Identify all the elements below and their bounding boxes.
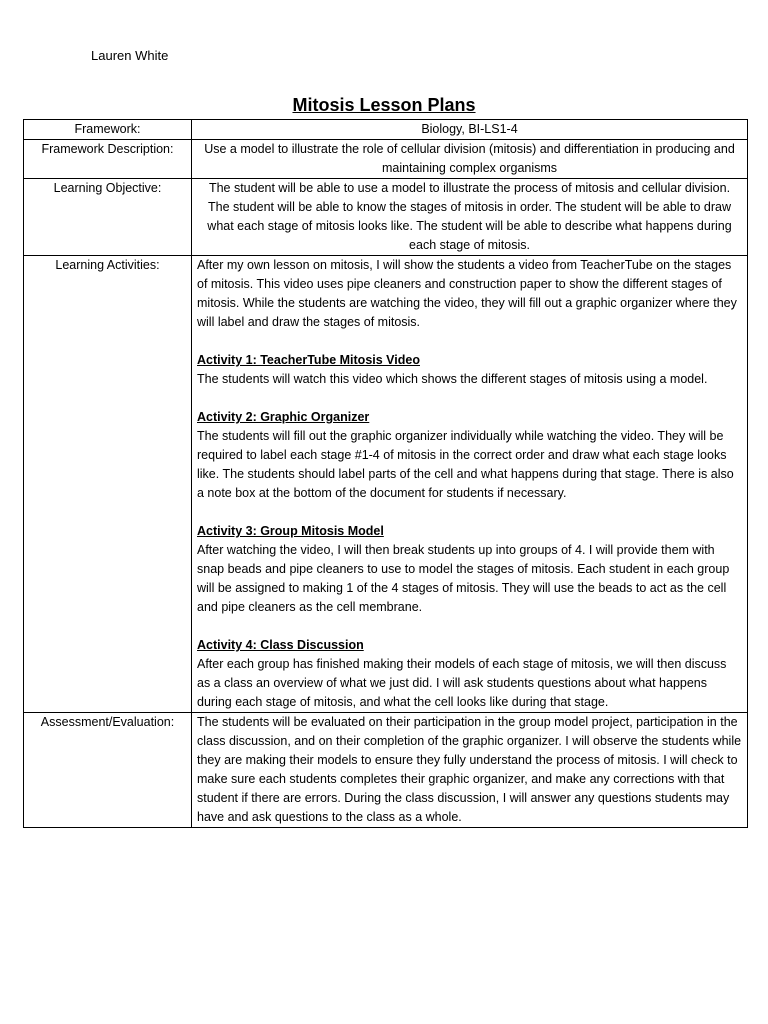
spacer [197,617,742,636]
learning-activities-label: Learning Activities: [24,256,192,713]
lesson-plan-table [23,119,748,828]
assessment-value: The students will be evaluated on their participation in the group model project, participation in the class discussion, and on their completion of the graphic organizer. I will observe the students while they are making their models to ensure they fully understand the process of mitosis. I will check to make sure each students completes their graphic organizer, and make any corrections with that student if there are errors. During the class discussion, I will answer any questions students may have and ask questions to the class as a whole. [192,713,748,828]
learning-objective-value: The student will be able to use a model to illustrate the process of mitosis and cellular division. The student will be able to know the stages of mitosis in order. The student will be able to draw what each stage of mitosis looks like. The student will be able to describe what happens during each stage of mitosis. [192,179,748,256]
spacer [197,503,742,522]
row-assessment [24,713,748,828]
activity-1-title: Activity 1: TeacherTube Mitosis Video [197,353,420,367]
activity-4-text: After each group has finished making their models of each stage of mitosis, we will then discuss as a class an overview of what we just did. I will ask students questions about what happens during each stage of mitosis, and what the cell looks like during that stage. [197,657,727,709]
activity-4-title: Activity 4: Class Discussion [197,638,364,652]
activity-1-text: The students will watch this video which shows the different stages of mitosis using a model. [197,372,708,386]
framework-description-value: Use a model to illustrate the role of cellular division (mitosis) and differentiation in producing and maintaining complex organisms [192,140,748,179]
learning-activities-value [192,256,748,713]
spacer [197,332,742,351]
framework-value: Biology, BI-LS1-4 [192,120,748,140]
page-title: Mitosis Lesson Plans [292,95,476,115]
activity-2-text: The students will fill out the graphic organizer individually while watching the video. They will be required to label each stage #1-4 of mitosis in the correct order and draw what each stage looks like. The students should label parts of the cell and what happens during that stage. There is also a note box at the bottom of the document for students if necessary. [197,429,734,500]
activity-3-text: After watching the video, I will then break students up into groups of 4. I will provide them with snap beads and pipe cleaners to use to model the stages of mitosis. Each student in each group will be assigned to making 1 of the 4 stages of mitosis. They will use the beads to act as the cell and pipe cleaners as the cell membrane. [197,543,730,614]
framework-label: Framework: [24,120,192,140]
learning-objective-label: Learning Objective: [24,179,192,256]
row-learning-activities [24,256,748,713]
activities-intro: After my own lesson on mitosis, I will show the students a video from TeacherTube on the stages of mitosis. This video uses pipe cleaners and construction paper to show the different stages of mitosis. While the students are watching the video, they will fill out a graphic organizer where they will label and draw the stages of mitosis. [197,258,737,329]
row-framework-description [24,140,748,179]
framework-description-label: Framework Description: [24,140,192,179]
row-learning-objective [24,179,748,256]
spacer [197,389,742,408]
activity-3-title: Activity 3: Group Mitosis Model [197,524,384,538]
author-name: Lauren White [91,48,169,63]
assessment-label: Assessment/Evaluation: [24,713,192,828]
activity-2-title: Activity 2: Graphic Organizer [197,410,370,424]
row-framework [24,120,748,140]
